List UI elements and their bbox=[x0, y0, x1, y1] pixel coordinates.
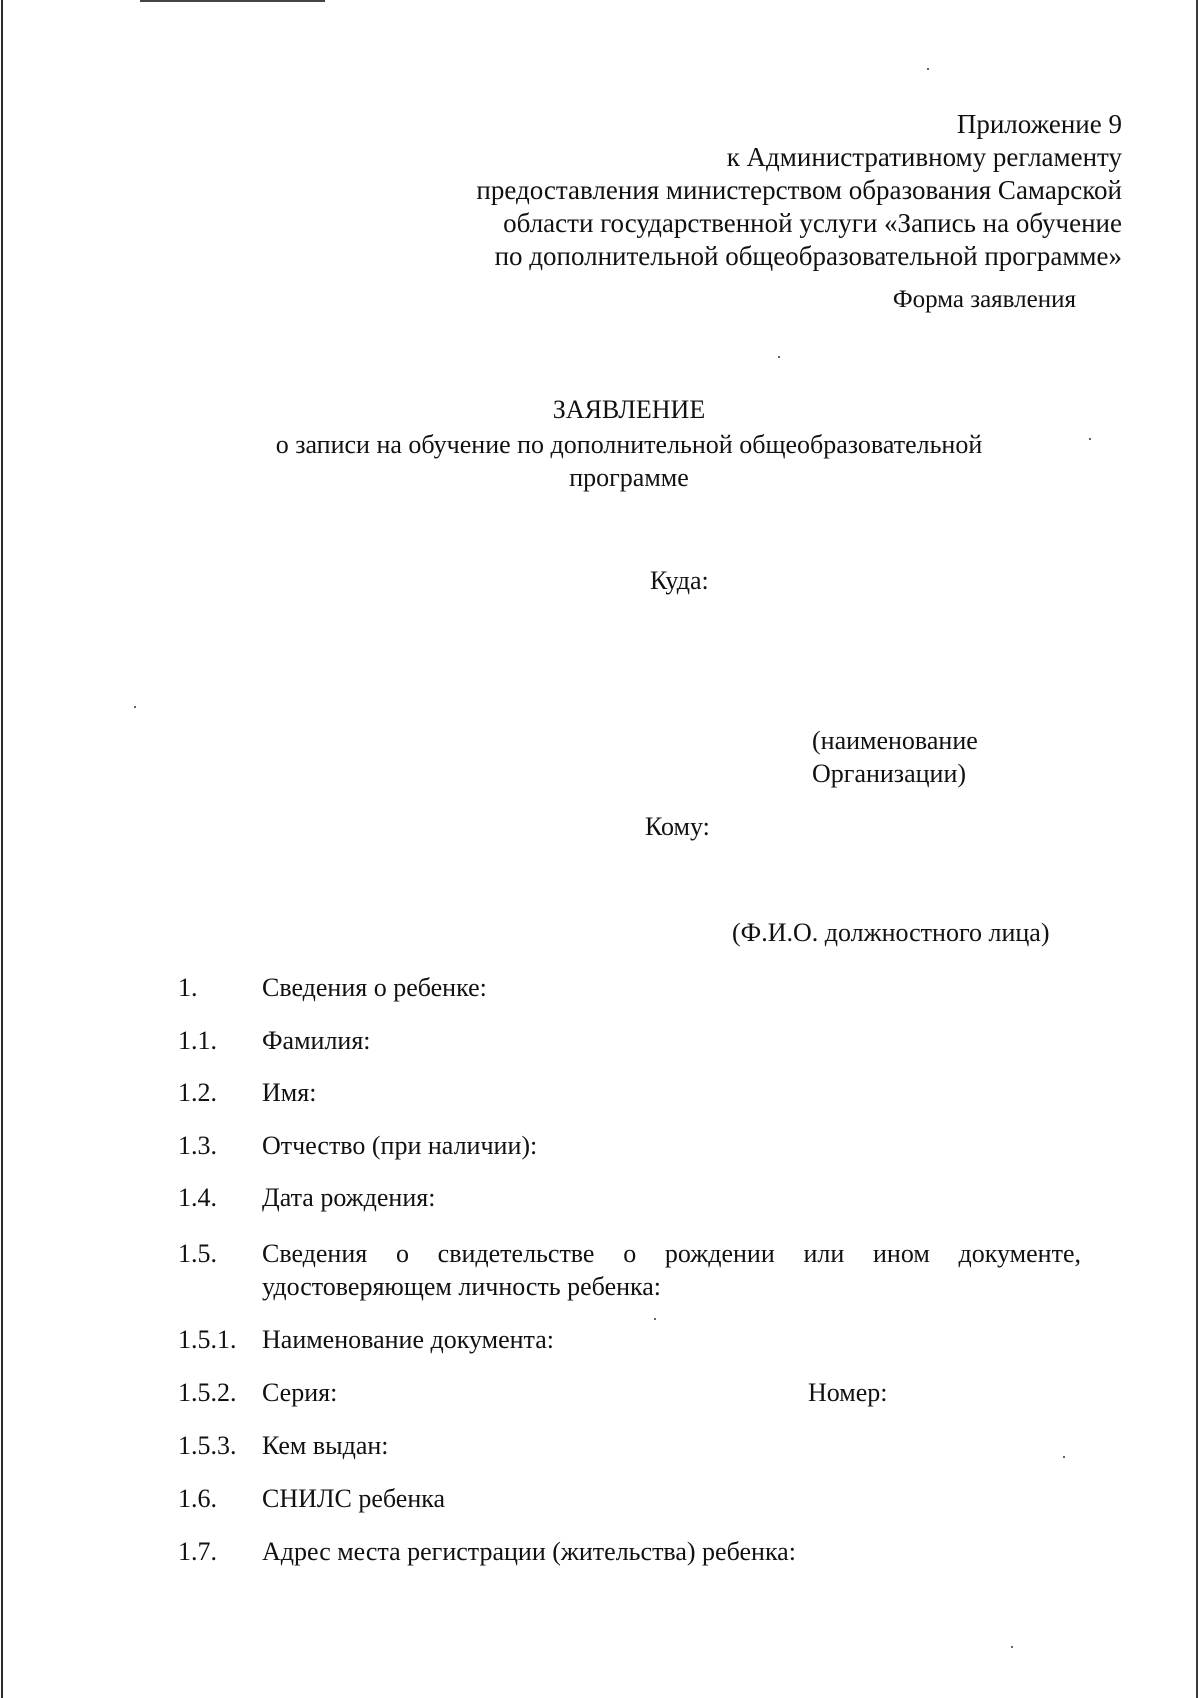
annex-line: Приложение 9 bbox=[956, 109, 1122, 139]
item-number: 1.1. bbox=[178, 1026, 217, 1055]
item-number: 1.2. bbox=[178, 1078, 217, 1107]
annex-line: по дополнительной общеобразовательной программе» bbox=[494, 241, 1122, 271]
scan-speck bbox=[778, 356, 780, 358]
scan-edge-right bbox=[1196, 0, 1198, 1698]
item-number: 1.5.1. bbox=[178, 1325, 237, 1354]
subtitle-line: программе bbox=[569, 463, 689, 492]
item-number: 1.6. bbox=[178, 1484, 217, 1513]
annex-header bbox=[476, 108, 1122, 273]
item-number: 1.5. bbox=[178, 1239, 217, 1268]
document-subtitle bbox=[0, 428, 1200, 494]
item-text: Дата рождения: bbox=[262, 1183, 436, 1212]
subtitle-line: о записи на обучение по дополнительной общеобразовательной bbox=[275, 430, 983, 459]
organization-note-line: Организации) bbox=[812, 759, 967, 788]
whom-label: Кому: bbox=[645, 812, 710, 841]
item-number: 1.5.2. bbox=[178, 1378, 237, 1407]
organization-note bbox=[812, 724, 978, 790]
scan-speck bbox=[927, 68, 929, 70]
annex-line: к Административному регламенту bbox=[726, 142, 1122, 172]
item-text: Отчество (при наличии): bbox=[262, 1131, 538, 1160]
item-number: 1.7. bbox=[178, 1537, 217, 1566]
scan-speck bbox=[1011, 1646, 1013, 1648]
scan-edge-top bbox=[140, 0, 325, 2]
document-title: ЗАЯВЛЕНИЕ bbox=[552, 395, 706, 424]
scan-edge-left bbox=[1, 0, 3, 1698]
item-text: Фамилия: bbox=[262, 1026, 371, 1055]
scan-speck bbox=[134, 706, 136, 708]
item-number: 1.5.3. bbox=[178, 1431, 237, 1460]
annex-line: предоставления министерством образования Самарской bbox=[476, 175, 1122, 205]
item-text: Имя: bbox=[262, 1078, 317, 1107]
organization-note-line: (наименование bbox=[812, 726, 978, 755]
official-note: (Ф.И.О. должностного лица) bbox=[732, 918, 1050, 947]
form-label: Форма заявления bbox=[892, 286, 1076, 313]
number-label: Номер: bbox=[808, 1378, 888, 1407]
item-number: 1. bbox=[178, 973, 198, 1002]
item-text: Адрес места регистрации (жительства) ребенка: bbox=[262, 1537, 796, 1566]
item-number: 1.3. bbox=[178, 1131, 217, 1160]
item-text: Сведения о ребенке: bbox=[262, 973, 487, 1002]
item-text: Серия: bbox=[262, 1378, 338, 1407]
item-text: Кем выдан: bbox=[262, 1431, 389, 1460]
item-number: 1.4. bbox=[178, 1183, 217, 1212]
to-label: Куда: bbox=[650, 566, 709, 595]
scan-speck bbox=[654, 1318, 656, 1320]
item-text: Наименование документа: bbox=[262, 1325, 554, 1354]
annex-line: области государственной услуги «Запись на обучение bbox=[503, 208, 1122, 238]
item-text: СНИЛС ребенка bbox=[262, 1484, 446, 1513]
item-text: Сведения о свидетельстве о рождении или ином документе, удостоверяющем личность ребенка: bbox=[262, 1239, 1081, 1301]
